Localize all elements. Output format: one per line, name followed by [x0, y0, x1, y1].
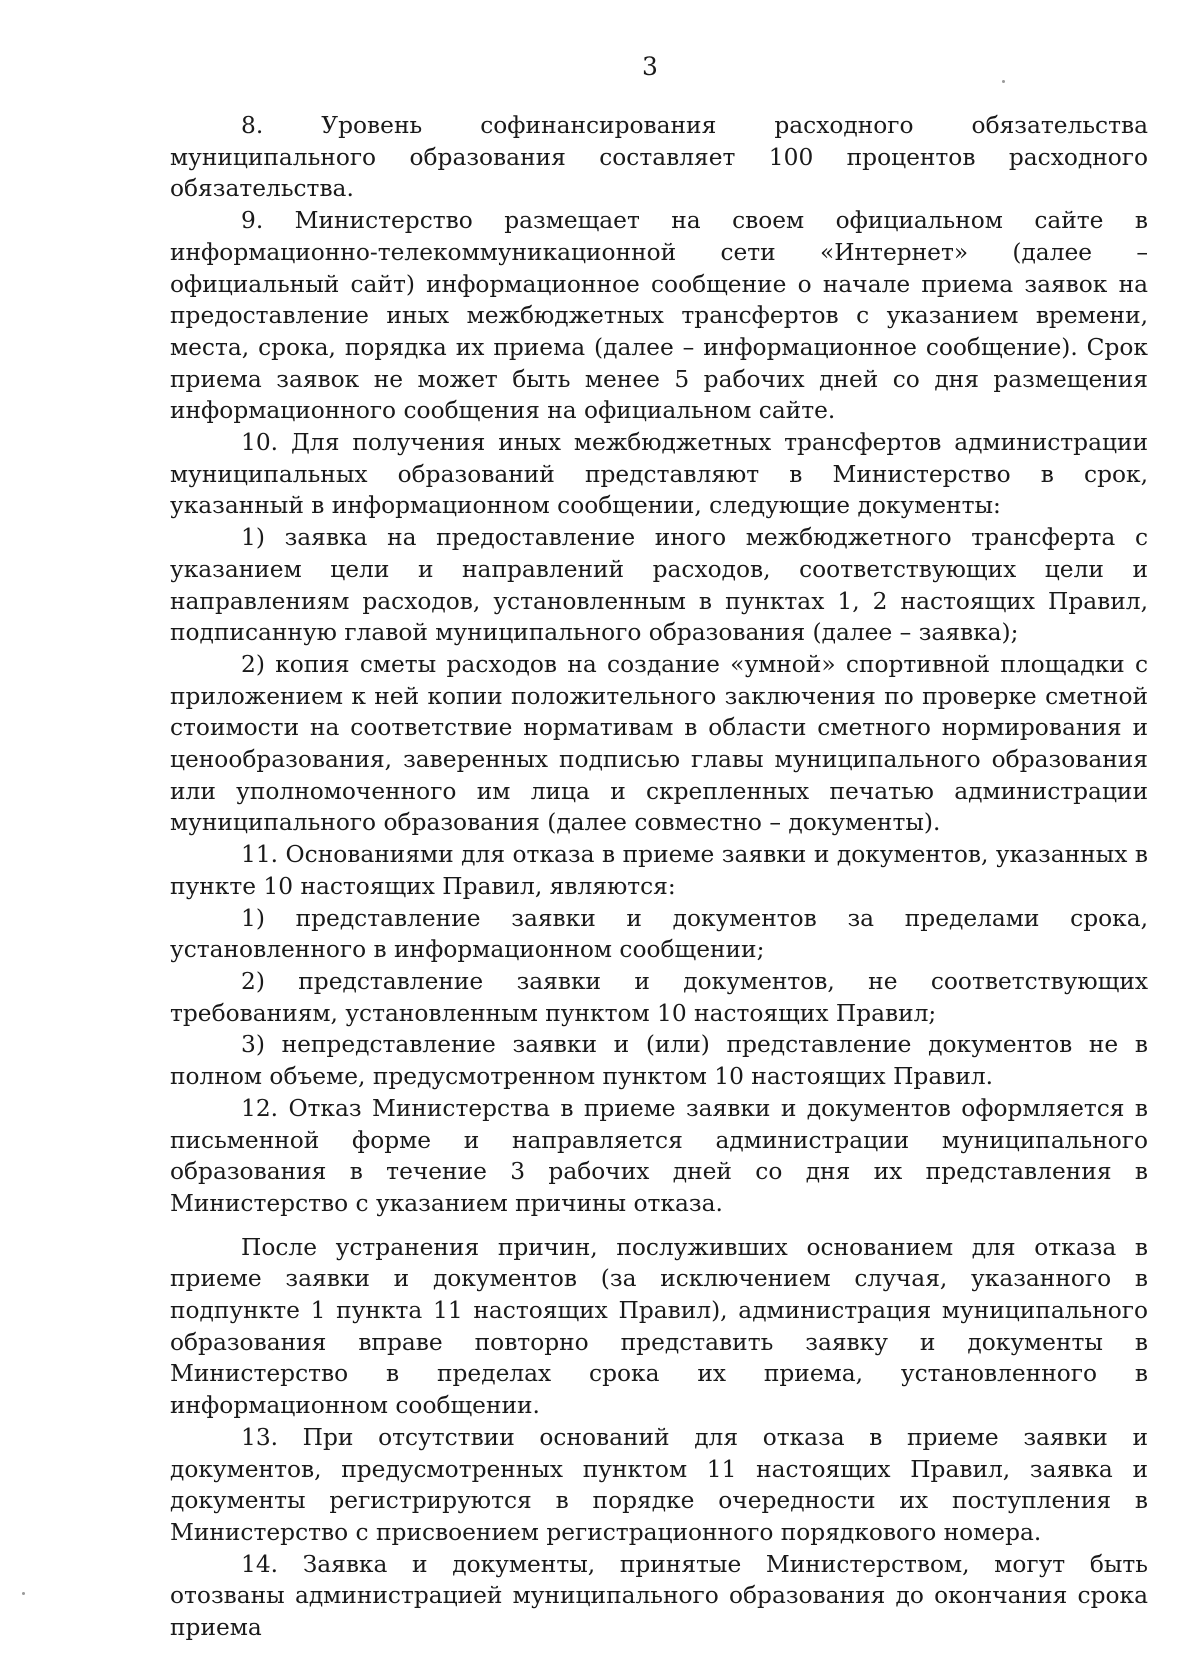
paragraph-10: 10. Для получения иных межбюджетных трансфертов администрации муниципальных образований представляют в Министерство в срок, указанный в информационном сообщении, следующие документы: [170, 429, 1148, 520]
paragraph-13: 13. При отсутствии оснований для отказа в приеме заявки и документов, предусмотренных пунктом 11 настоящих Правил, заявка и документы регистрируются в порядке очередности их поступления в Министерство с присвоением регистрационного порядкового номера. [170, 1423, 1148, 1546]
paragraph-11-item-1: 1) представление заявки и документов за пределами срока, установленного в информационном сообщении; [170, 904, 1148, 964]
paragraph-10-item-1: 1) заявка на предоставление иного межбюджетного трансферта с указанием цели и направлений расходов, соответствующих цели и направлениям расходов, установленным в пунктах 1, 2 настоящих Правил, подписанную главой муниципального образования (далее – заявка); [170, 524, 1148, 647]
paragraph-14: 14. Заявка и документы, принятые Министерством, могут быть отозваны администрацией муниципального образования до окончания срока приема [170, 1550, 1148, 1642]
paragraph-12: 12. Отказ Министерства в приеме заявки и документов оформляется в письменной форме и направляется администрации муниципального образования в течение 3 рабочих дней со дня их представления в Министерство с указанием причины отказа. [170, 1094, 1148, 1217]
paragraph-11-item-3: 3) непредставление заявки и (или) представление документов не в полном объеме, предусмотренном пунктом 10 настоящих Правил. [170, 1031, 1148, 1091]
paragraph-11-item-2: 2) представление заявки и документов, не соответствующих требованиям, установленным пунктом 10 настоящих Правил; [170, 967, 1148, 1027]
paragraph-9: 9. Министерство размещает на своем официальном сайте в информационно-телекоммуникационной сети «Интернет» (далее – официальный сайт) информационное сообщение о начале приема заявок на предоставление иных межбюджетных трансфертов с указанием времени, места, срока, порядка их приема (далее – информационное сообщение). Срок приема заявок не может быть менее 5 рабочих дней со дня размещения информационного сообщения на официальном сайте. [170, 207, 1148, 425]
scan-speck [1002, 80, 1005, 83]
document-body [170, 110, 1148, 1644]
page-number: 3 [642, 52, 658, 81]
paragraph-11: 11. Основаниями для отказа в приеме заявки и документов, указанных в пункте 10 настоящих Правил, являются: [170, 841, 1148, 900]
paragraph-12-continuation: После устранения причин, послуживших основанием для отказа в приеме заявки и документов (за исключением случая, указанного в подпункте 1 пункта 11 настоящих Правил), администрация муниципального образования вправе повторно представить заявку и документы в Министерство в пределах срока их приема, установленного в информационном сообщении. [170, 1233, 1148, 1420]
scan-speck [22, 1592, 25, 1595]
paragraph-10-item-2: 2) копия сметы расходов на создание «умной» спортивной площадки с приложением к ней копии положительного заключения по проверке сметной стоимости на соответствие нормативам в области сметного нормирования и ценообразования, заверенных подписью главы муниципального образования или уполномоченного им лица и скрепленных печатью администрации муниципального образования (далее совместно – документы). [170, 650, 1148, 837]
paragraph-8: 8. Уровень софинансирования расходного обязательства муниципального образования составляет 100 процентов расходного обязательства. [170, 112, 1148, 203]
